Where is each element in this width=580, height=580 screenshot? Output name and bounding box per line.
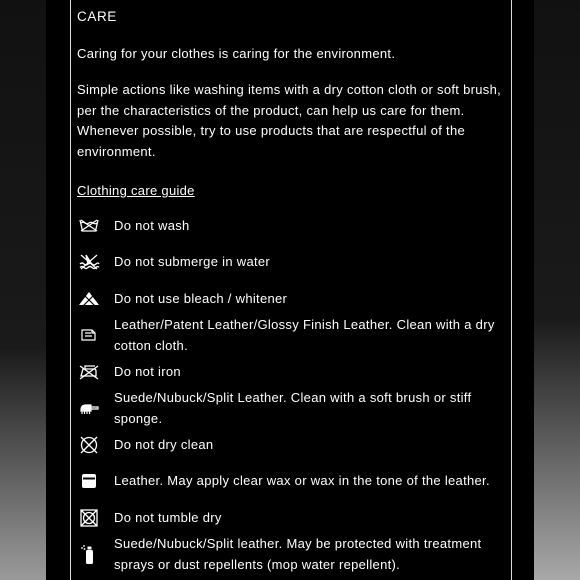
panel-right-border [511, 0, 512, 580]
do-not-submerge-icon [77, 252, 101, 272]
care-item-text: Suede/Nubuck/Split Leather. Clean with a soft brush or stiff sponge. [114, 390, 472, 426]
care-item-text: Leather. May apply clear wax or wax in the tone of the leather. [114, 473, 490, 488]
spray-icon [77, 542, 101, 566]
care-item-text: Do not tumble dry [114, 510, 222, 525]
right-background [534, 0, 580, 580]
do-not-dry-clean-icon [77, 435, 101, 455]
section-title: CARE [77, 9, 117, 24]
care-description: Simple actions like washing items with a dry cotton cloth or soft brush, per the characteristics of the product, can help us care for them. Whenever possible, try to use products that are respectful of the environment. [77, 82, 502, 159]
care-item-text: Do not wash [114, 218, 190, 233]
care-item-text: Do not dry clean [114, 437, 214, 452]
care-item-text: Suede/Nubuck/Split leather. May be protected with treatment sprays or dust repellents (mop water repellent). [114, 536, 482, 572]
care-item-text: Leather/Patent Leather/Glossy Finish Leather. Clean with a dry cotton cloth. [114, 317, 495, 353]
care-panel [46, 0, 534, 580]
care-item-text: Do not iron [114, 364, 181, 379]
wax-icon [77, 471, 101, 491]
do-not-iron-icon [77, 362, 101, 382]
care-item-text: Do not submerge in water [114, 254, 271, 269]
clothing-care-guide-link[interactable]: Clothing care guide [77, 183, 195, 198]
care-item-text: Do not use bleach / whitener [114, 291, 288, 306]
do-not-bleach-icon [77, 289, 101, 309]
intro-text: Caring for your clothes is caring for the environment. [77, 46, 396, 61]
soft-brush-icon [77, 397, 101, 417]
do-not-wash-icon [77, 216, 101, 236]
left-background [0, 0, 46, 580]
do-not-tumble-dry-icon [77, 508, 101, 528]
clean-with-cloth-icon [77, 324, 101, 344]
panel-left-border [70, 0, 71, 580]
